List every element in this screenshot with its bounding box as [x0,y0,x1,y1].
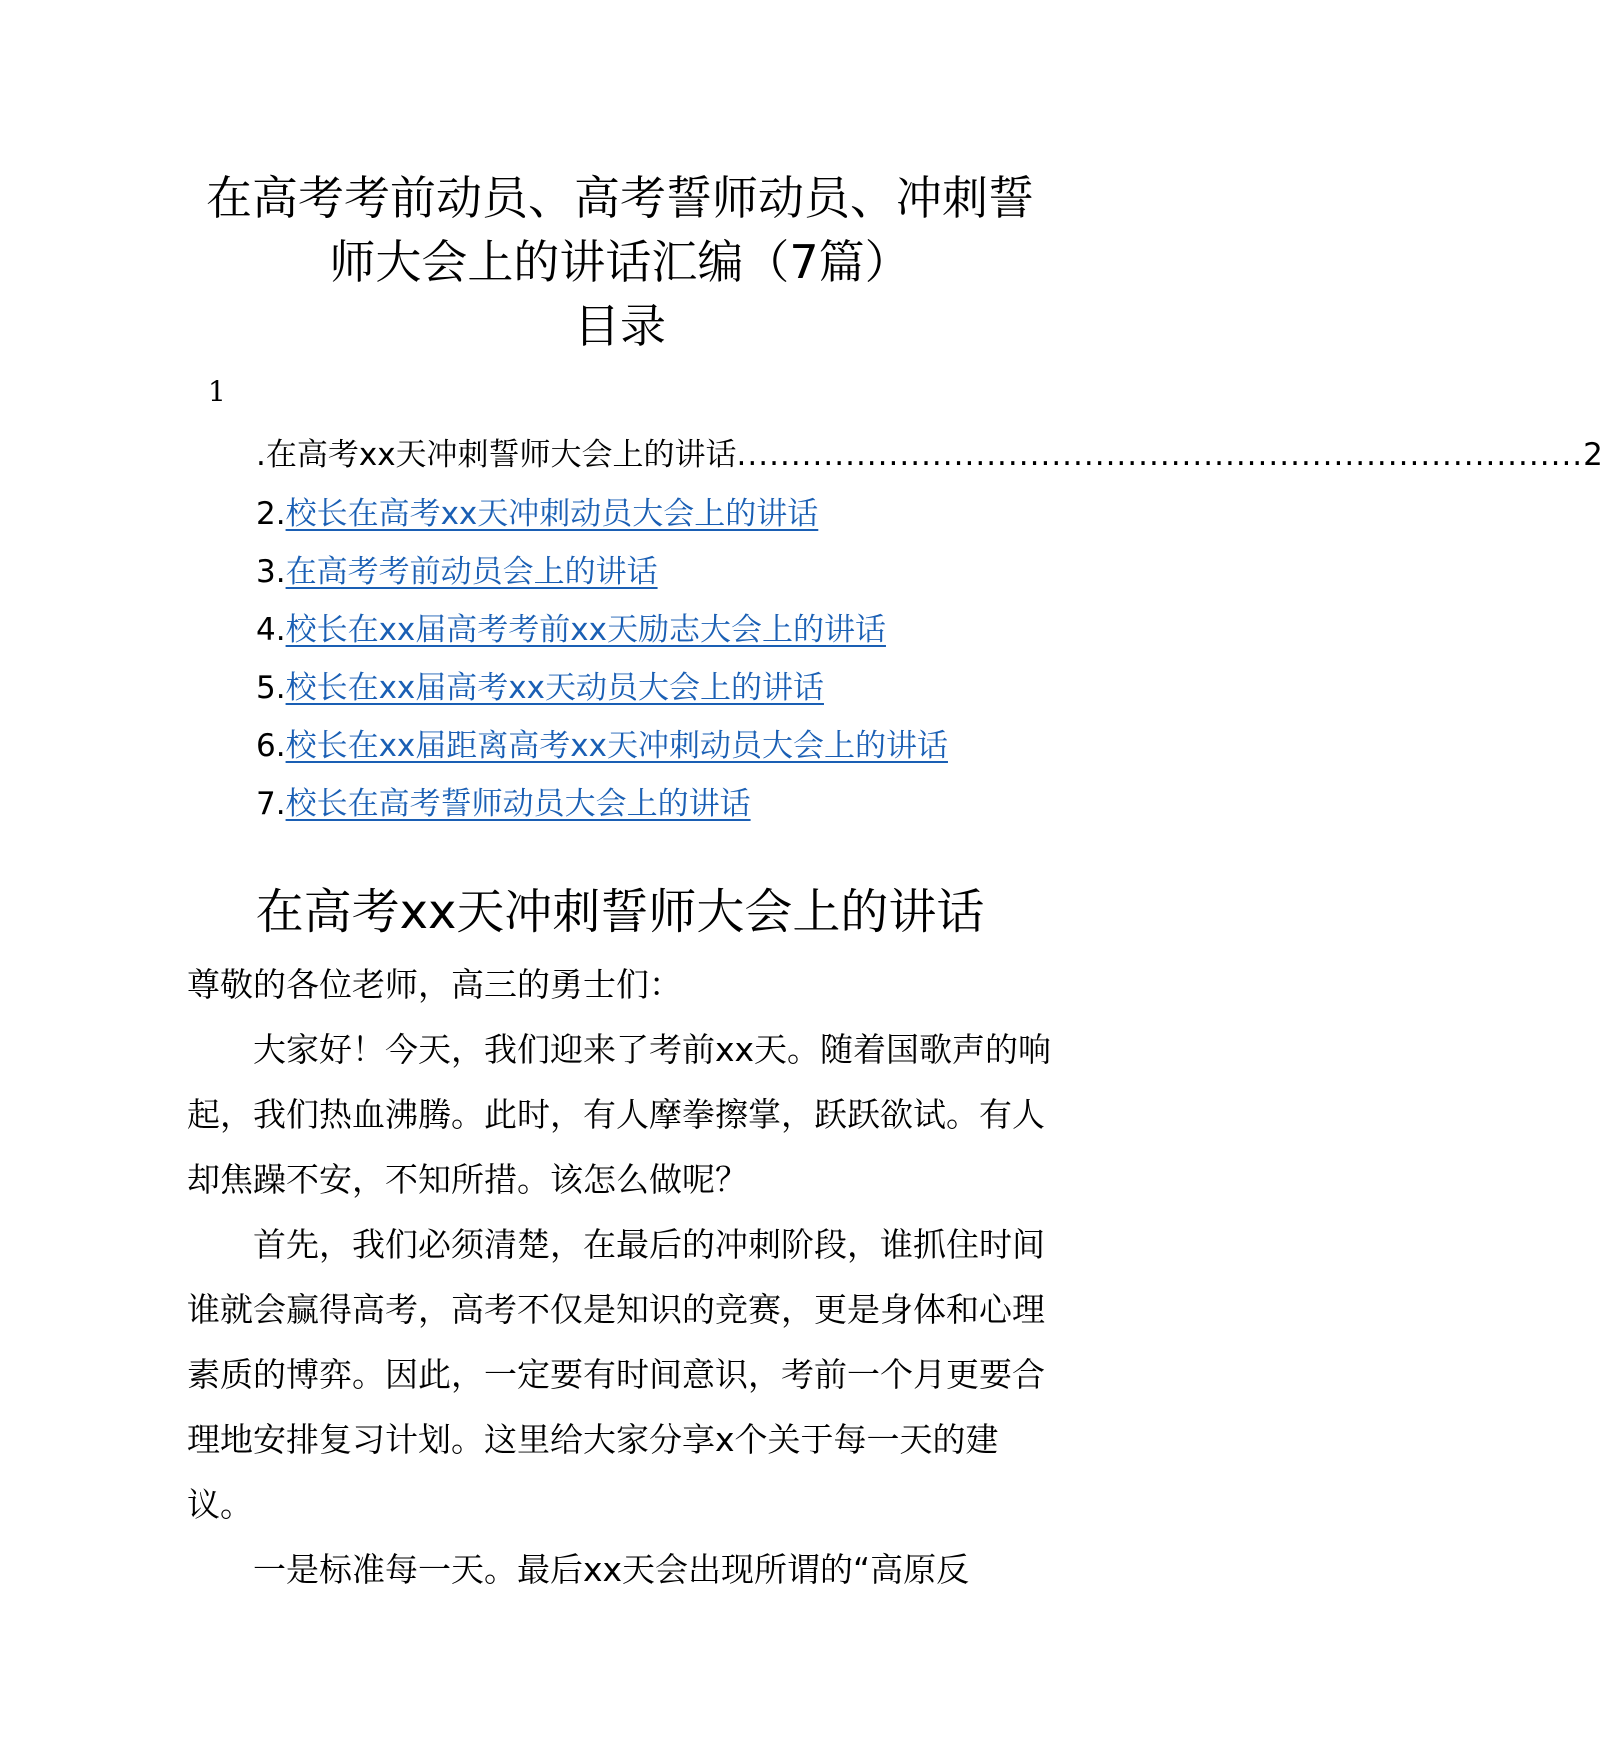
body-text [187,952,1053,1602]
toc-link[interactable]: 校长在xx届高考考前xx天励志大会上的讲话 [285,612,886,648]
toc-entry-1[interactable] [256,433,1603,477]
toc-entry-1-page: 2 [1583,437,1603,473]
document-title-line1: 在高考考前动员、高考誓师动员、冲刺誓 [206,171,1034,225]
section-title: 在高考xx天冲刺誓师大会上的讲话 [255,884,985,940]
document-title-line2: 师大会上的讲话汇编（7篇） [329,235,911,289]
toc-entry-6[interactable] [256,724,948,768]
toc-entry-number: 6. [256,728,286,764]
toc-heading: 目录 [574,299,666,353]
toc-link[interactable]: 校长在xx届距离高考xx天冲刺动员大会上的讲话 [285,728,948,764]
toc-link[interactable]: 在高考考前动员会上的讲话 [285,554,658,590]
paragraph: 一是标准每一天。最后xx天会出现所谓的“高原反 [253,1550,970,1589]
toc-entry-number: 2. [256,496,286,532]
toc-entry-1-text: .在高考xx天冲刺誓师大会上的讲话 [256,437,737,473]
toc-entry-3[interactable] [256,550,658,594]
toc-entry-number: 5. [256,670,286,706]
paragraph: 首先，我们必须清楚，在最后的冲刺阶段，谁抓住时间谁就会赢得高考，高考不仅是知识的竞赛，更是身体和心理素质的博弈。因此，一定要有时间意识，考前一个月更要合理地安排复习计划。这里给大家分享x个关于每一天的建议。 [187,1225,1045,1524]
toc-dot-leader: .............................................................................. [736,437,1584,473]
paragraph: 大家好！今天，我们迎来了考前xx天。随着国歌声的响起，我们热血沸腾。此时，有人摩拳擦掌，跃跃欲试。有人却焦躁不安，不知所措。该怎么做呢？ [187,1030,1052,1199]
toc-entry-5[interactable] [256,666,824,710]
toc-link[interactable]: 校长在高考xx天冲刺动员大会上的讲话 [285,496,819,532]
toc-link[interactable]: 校长在xx届高考xx天动员大会上的讲话 [285,670,824,706]
toc-link[interactable]: 校长在高考誓师动员大会上的讲话 [285,786,751,822]
toc-entry-2[interactable] [256,492,818,536]
toc-entry-number: 4. [256,612,286,648]
document-title [150,166,1090,294]
toc-marker: 1 [208,375,226,408]
toc-entry-7[interactable] [256,782,751,826]
toc-entry-number: 7. [256,786,286,822]
toc-entry-number: 3. [256,554,286,590]
salutation: 尊敬的各位老师，高三的勇士们： [187,965,682,1004]
toc-entry-4[interactable] [256,608,886,652]
